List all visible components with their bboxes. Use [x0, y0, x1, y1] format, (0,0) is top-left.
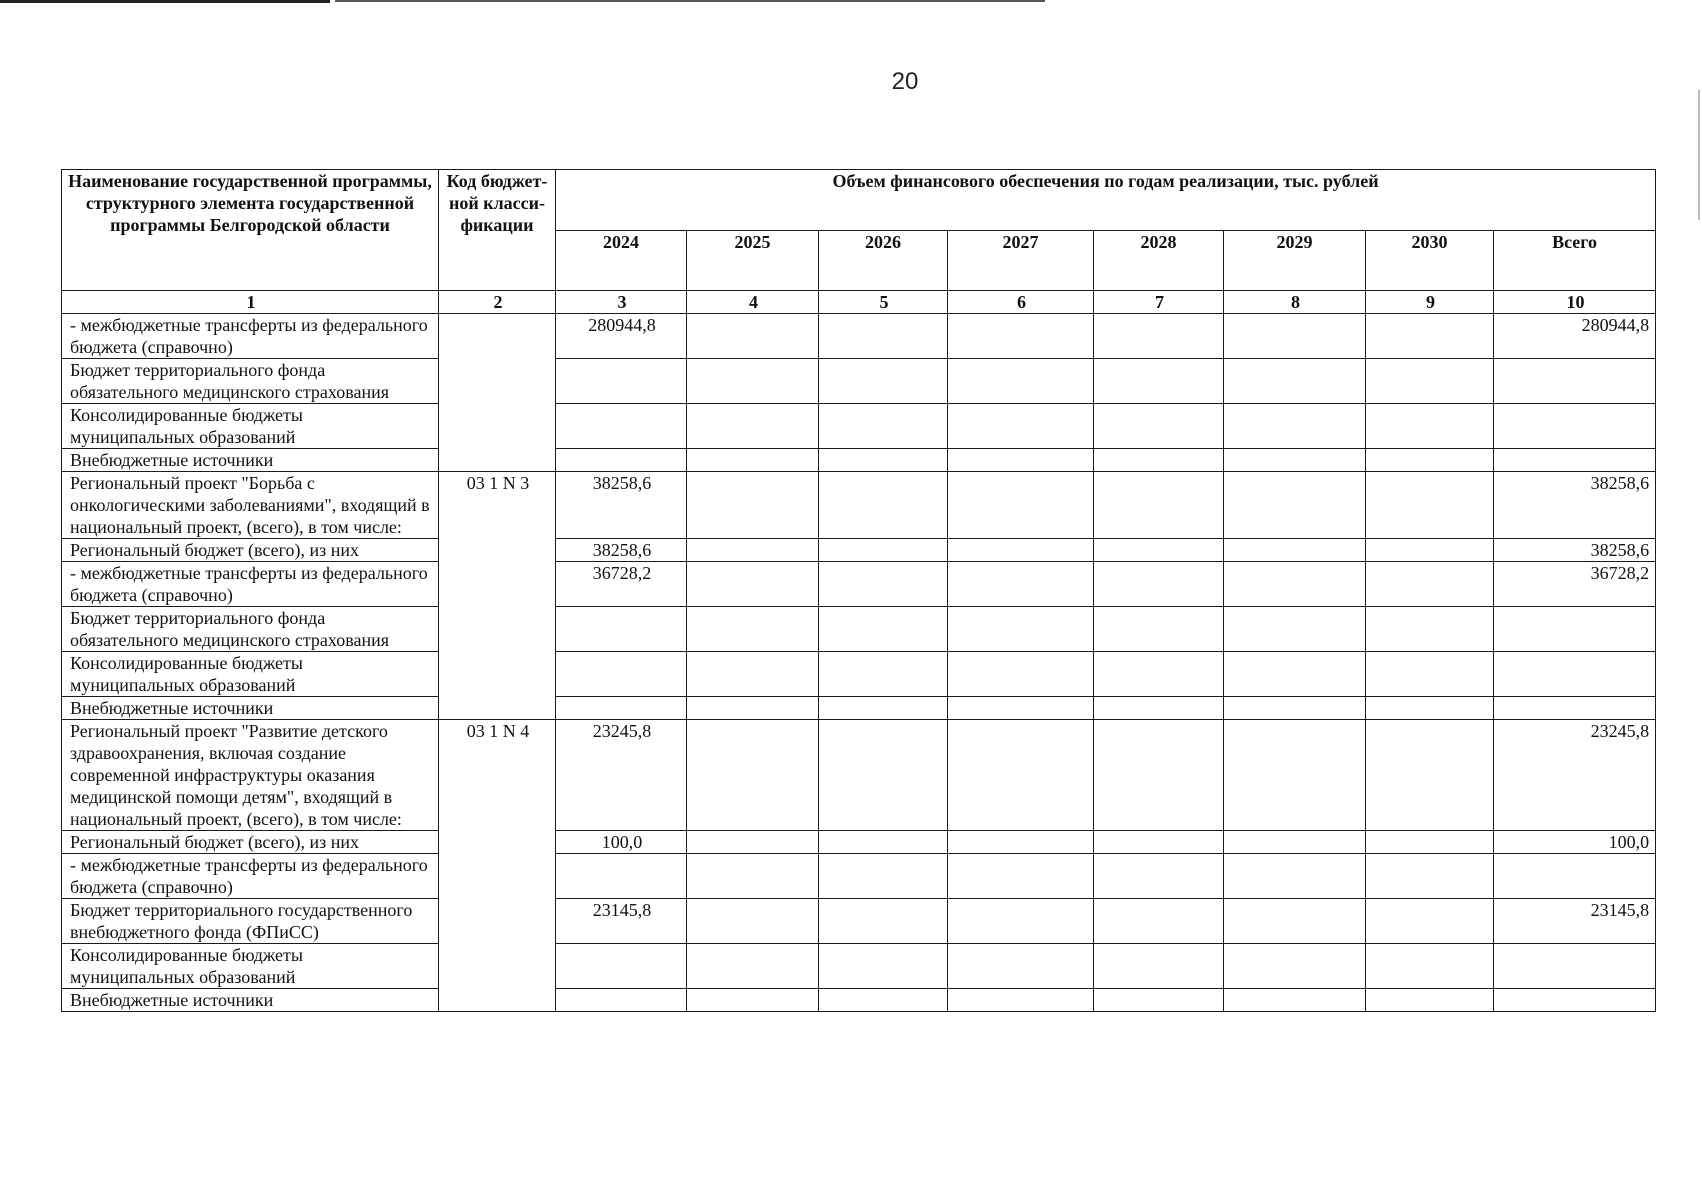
row-name: Бюджет территориального государственного внебюджетного фонда (ФПиСС)	[62, 899, 439, 944]
year-header: 2024	[556, 230, 687, 291]
value-2030	[1366, 314, 1494, 359]
value-2028	[1094, 472, 1224, 539]
value-2027	[948, 697, 1094, 720]
value-2028	[1094, 539, 1224, 562]
value-2027	[948, 562, 1094, 607]
value-2024: 36728,2	[556, 562, 687, 607]
value-2027	[948, 854, 1094, 899]
value-2029	[1224, 314, 1366, 359]
value-2027	[948, 539, 1094, 562]
value-2030	[1366, 404, 1494, 449]
column-number: 9	[1366, 291, 1494, 314]
scan-artifact-edge	[1698, 90, 1700, 220]
value-2025	[687, 854, 819, 899]
header-row	[62, 170, 1656, 231]
column-number: 3	[556, 291, 687, 314]
total-header: Всего	[1494, 230, 1656, 291]
row-name: Консолидированные бюджеты муниципальных образований	[62, 652, 439, 697]
value-2030	[1366, 607, 1494, 652]
value-total: 36728,2	[1494, 562, 1656, 607]
value-2030	[1366, 989, 1494, 1012]
value-2025	[687, 720, 819, 831]
value-2029	[1224, 652, 1366, 697]
value-2026	[819, 899, 948, 944]
value-2024	[556, 989, 687, 1012]
value-2029	[1224, 831, 1366, 854]
value-total	[1494, 854, 1656, 899]
value-2024	[556, 652, 687, 697]
value-2027	[948, 607, 1094, 652]
value-2024	[556, 854, 687, 899]
header-name-cell: Наименование государственной программы, структурного элемента государственной программы Белгородской области	[62, 170, 439, 291]
table-row	[62, 539, 1656, 562]
value-total	[1494, 944, 1656, 989]
header-volume-cell: Объем финансового обеспечения по годам реализации, тыс. рублей	[556, 170, 1656, 231]
value-2030	[1366, 562, 1494, 607]
value-2030	[1366, 854, 1494, 899]
value-2028	[1094, 607, 1224, 652]
value-2025	[687, 562, 819, 607]
value-2027	[948, 944, 1094, 989]
column-number: 6	[948, 291, 1094, 314]
value-2025	[687, 831, 819, 854]
value-2028	[1094, 944, 1224, 989]
value-2025	[687, 607, 819, 652]
column-number: 10	[1494, 291, 1656, 314]
value-total	[1494, 359, 1656, 404]
value-2028	[1094, 449, 1224, 472]
column-number: 7	[1094, 291, 1224, 314]
table-row	[62, 989, 1656, 1012]
table-row	[62, 449, 1656, 472]
row-name: - межбюджетные трансферты из федерального бюджета (справочно)	[62, 562, 439, 607]
value-2024: 38258,6	[556, 539, 687, 562]
year-header: 2025	[687, 230, 819, 291]
value-2029	[1224, 359, 1366, 404]
value-2030	[1366, 899, 1494, 944]
value-2026	[819, 607, 948, 652]
value-2025	[687, 652, 819, 697]
value-2030	[1366, 697, 1494, 720]
value-total	[1494, 697, 1656, 720]
value-2028	[1094, 652, 1224, 697]
value-2024	[556, 607, 687, 652]
value-2028	[1094, 359, 1224, 404]
row-code: 03 1 N 4	[439, 720, 556, 1012]
value-2028	[1094, 697, 1224, 720]
value-2027	[948, 831, 1094, 854]
column-numbers-row	[62, 291, 1656, 314]
value-2026	[819, 449, 948, 472]
year-header: 2030	[1366, 230, 1494, 291]
value-2026	[819, 652, 948, 697]
value-2027	[948, 720, 1094, 831]
value-total: 23245,8	[1494, 720, 1656, 831]
value-2027	[948, 314, 1094, 359]
value-2027	[948, 899, 1094, 944]
column-number: 5	[819, 291, 948, 314]
value-2024	[556, 697, 687, 720]
value-2026	[819, 404, 948, 449]
table-row	[62, 899, 1656, 944]
row-name: - межбюджетные трансферты из федерального бюджета (справочно)	[62, 314, 439, 359]
value-2026	[819, 720, 948, 831]
row-name: Бюджет территориального фонда обязательного медицинского страхования	[62, 359, 439, 404]
table-row	[62, 944, 1656, 989]
value-2024	[556, 944, 687, 989]
year-header: 2028	[1094, 230, 1224, 291]
value-total: 100,0	[1494, 831, 1656, 854]
value-2024: 280944,8	[556, 314, 687, 359]
row-name: Региональный проект "Развитие детского здравоохранения, включая создание современной инфраструктуры оказания медицинской помощи детям", входящий в национальный проект, (всего), в том числе:	[62, 720, 439, 831]
value-2029	[1224, 899, 1366, 944]
value-2024: 100,0	[556, 831, 687, 854]
value-total	[1494, 449, 1656, 472]
value-2028	[1094, 989, 1224, 1012]
row-code: 03 1 N 3	[439, 472, 556, 720]
value-2030	[1366, 472, 1494, 539]
row-name: Бюджет территориального фонда обязательного медицинского страхования	[62, 607, 439, 652]
value-2027	[948, 359, 1094, 404]
value-2027	[948, 472, 1094, 539]
value-total: 280944,8	[1494, 314, 1656, 359]
value-2024	[556, 449, 687, 472]
value-2024	[556, 404, 687, 449]
table-row	[62, 359, 1656, 404]
value-2025	[687, 359, 819, 404]
value-2026	[819, 359, 948, 404]
row-name: Консолидированные бюджеты муниципальных образований	[62, 404, 439, 449]
value-2028	[1094, 562, 1224, 607]
value-2025	[687, 539, 819, 562]
value-2026	[819, 562, 948, 607]
value-2026	[819, 944, 948, 989]
value-2024: 38258,6	[556, 472, 687, 539]
value-2024: 23245,8	[556, 720, 687, 831]
value-2029	[1224, 562, 1366, 607]
table-row	[62, 404, 1656, 449]
value-2025	[687, 404, 819, 449]
value-2029	[1224, 697, 1366, 720]
page-number: 20	[891, 68, 919, 95]
value-total	[1494, 607, 1656, 652]
value-2024: 23145,8	[556, 899, 687, 944]
value-2026	[819, 989, 948, 1012]
value-2029	[1224, 854, 1366, 899]
value-2029	[1224, 449, 1366, 472]
row-code	[439, 314, 556, 472]
value-2026	[819, 697, 948, 720]
value-2028	[1094, 720, 1224, 831]
year-header: 2027	[948, 230, 1094, 291]
value-2024	[556, 359, 687, 404]
value-2030	[1366, 449, 1494, 472]
value-total	[1494, 989, 1656, 1012]
value-2030	[1366, 539, 1494, 562]
financing-table	[61, 169, 1656, 1012]
value-2026	[819, 854, 948, 899]
header-code-cell: Код бюджет-ной класси-фикации	[439, 170, 556, 291]
column-number: 4	[687, 291, 819, 314]
value-2026	[819, 314, 948, 359]
table-row	[62, 562, 1656, 607]
value-2027	[948, 989, 1094, 1012]
value-2030	[1366, 831, 1494, 854]
value-total	[1494, 652, 1656, 697]
value-2028	[1094, 854, 1224, 899]
value-2030	[1366, 359, 1494, 404]
row-name: Внебюджетные источники	[62, 697, 439, 720]
value-2027	[948, 404, 1094, 449]
value-2026	[819, 472, 948, 539]
value-2029	[1224, 607, 1366, 652]
table-row	[62, 314, 1656, 359]
scan-artifact-line	[335, 0, 1045, 2]
scan-artifact-line	[0, 0, 330, 3]
row-name: Консолидированные бюджеты муниципальных образований	[62, 944, 439, 989]
row-name: Внебюджетные источники	[62, 449, 439, 472]
value-2030	[1366, 944, 1494, 989]
value-2029	[1224, 539, 1366, 562]
value-2027	[948, 449, 1094, 472]
year-header: 2026	[819, 230, 948, 291]
table-row	[62, 472, 1656, 539]
column-number: 2	[439, 291, 556, 314]
column-number: 8	[1224, 291, 1366, 314]
value-2025	[687, 989, 819, 1012]
value-2025	[687, 314, 819, 359]
value-total: 23145,8	[1494, 899, 1656, 944]
value-2025	[687, 899, 819, 944]
row-name: Региональный бюджет (всего), из них	[62, 831, 439, 854]
value-2029	[1224, 720, 1366, 831]
value-2028	[1094, 404, 1224, 449]
value-2025	[687, 944, 819, 989]
value-2029	[1224, 944, 1366, 989]
value-2025	[687, 449, 819, 472]
table-row	[62, 652, 1656, 697]
table-row	[62, 854, 1656, 899]
value-2030	[1366, 652, 1494, 697]
table-row	[62, 720, 1656, 831]
value-2028	[1094, 314, 1224, 359]
value-2029	[1224, 472, 1366, 539]
value-total: 38258,6	[1494, 472, 1656, 539]
row-name: Региональный бюджет (всего), из них	[62, 539, 439, 562]
value-2030	[1366, 720, 1494, 831]
year-header: 2029	[1224, 230, 1366, 291]
value-2029	[1224, 404, 1366, 449]
row-name: Внебюджетные источники	[62, 989, 439, 1012]
column-number: 1	[62, 291, 439, 314]
value-total: 38258,6	[1494, 539, 1656, 562]
value-2028	[1094, 831, 1224, 854]
value-2026	[819, 539, 948, 562]
value-2025	[687, 697, 819, 720]
value-2026	[819, 831, 948, 854]
value-2028	[1094, 899, 1224, 944]
value-total	[1494, 404, 1656, 449]
table-row	[62, 607, 1656, 652]
value-2029	[1224, 989, 1366, 1012]
table-row	[62, 831, 1656, 854]
row-name: Региональный проект "Борьба с онкологическими заболеваниями", входящий в национальный проект, (всего), в том числе:	[62, 472, 439, 539]
value-2027	[948, 652, 1094, 697]
row-name: - межбюджетные трансферты из федерального бюджета (справочно)	[62, 854, 439, 899]
table-row	[62, 697, 1656, 720]
value-2025	[687, 472, 819, 539]
